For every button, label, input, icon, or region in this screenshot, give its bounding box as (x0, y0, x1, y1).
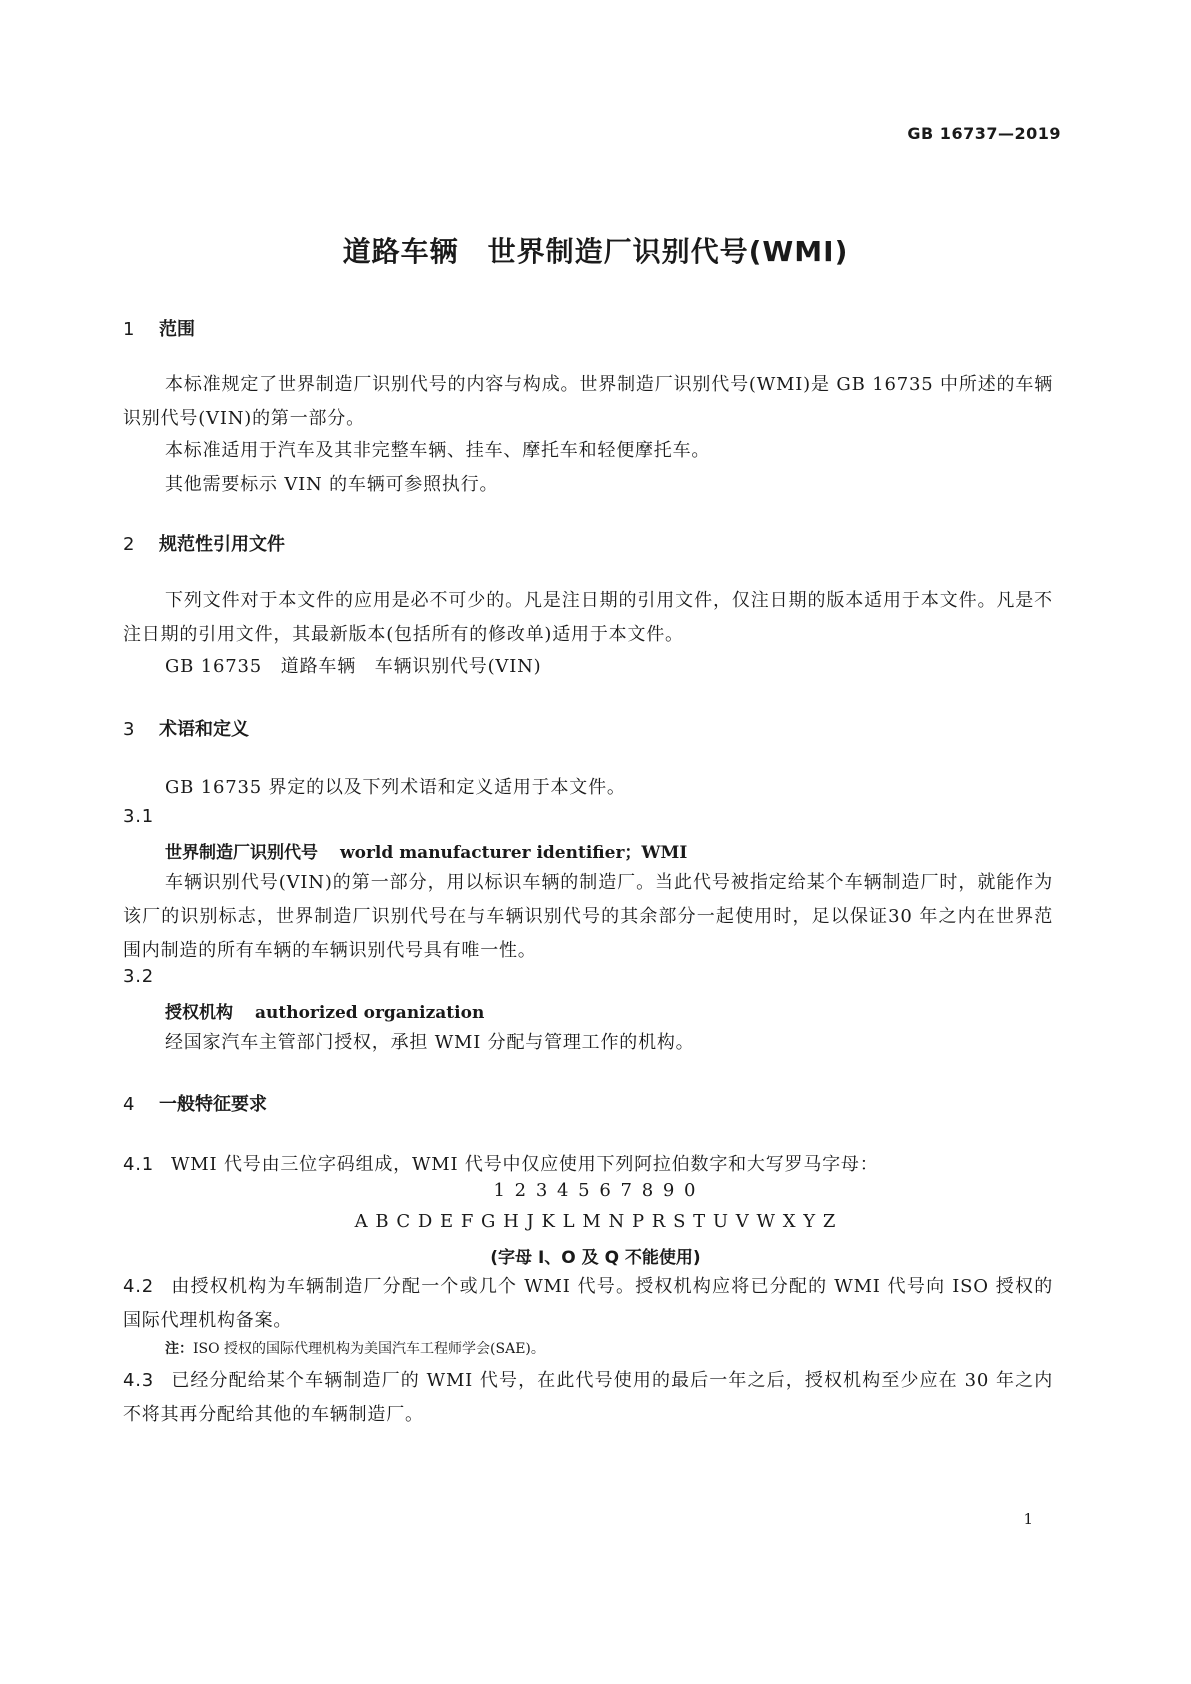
excluded-letters-note: (字母 I、O 及 Q 不能使用) (490, 1248, 701, 1268)
section-number: 4 (123, 1094, 135, 1115)
term-english: world manufacturer identifier；WMI (340, 843, 688, 863)
clause-4-3 (123, 1364, 1053, 1432)
clause-4-2 (123, 1270, 1053, 1338)
section-1-paragraph-2: 本标准适用于汽车及其非完整车辆、挂车、摩托车和轻便摩托车。 (165, 440, 711, 461)
term-3-1 (165, 838, 687, 863)
term-chinese: 世界制造厂识别代号 (165, 843, 318, 863)
term-3-1-number: 3.1 (123, 806, 155, 827)
section-4-heading (123, 1090, 267, 1116)
term-english: authorized organization (255, 1003, 485, 1023)
allowed-digits: 1 2 3 4 5 6 7 8 9 0 (493, 1180, 698, 1201)
clause-text: 由授权机构为车辆制造厂分配一个或几个 WMI 代号。授权机构应将已分配的 WMI 代号向 ISO 授权的国际代理机构备案。 (123, 1276, 1053, 1331)
note (165, 1338, 545, 1358)
section-1-heading (123, 315, 195, 341)
term-3-1-definition: 车辆识别代号(VIN)的第一部分，用以标识车辆的制造厂。当此代号被指定给某个车辆制造厂时，就能作为该厂的识别标志，世界制造厂识别代号在与车辆识别代号的其余部分一起使用时，足以保证30 年之内在世界范围内制造的所有车辆的车辆识别代号具有唯一性。 (123, 872, 1053, 961)
clause-text: WMI 代号由三位字码组成，WMI 代号中仅应使用下列阿拉伯数字和大写罗马字母： (171, 1154, 879, 1175)
allowed-letters: A B C D E F G H J K L M N P R S T U V W X Y Z (354, 1211, 837, 1232)
standard-number: GB 16737—2019 (907, 124, 1061, 143)
section-title: 范围 (159, 319, 195, 340)
section-number: 1 (123, 319, 135, 340)
section-number: 2 (123, 534, 135, 555)
clause-number: 4.3 (123, 1370, 155, 1391)
term-3-2 (165, 998, 484, 1023)
section-title: 术语和定义 (159, 719, 249, 740)
normative-reference: GB 16735 道路车辆 车辆识别代号(VIN) (165, 656, 542, 677)
section-1-paragraph-3: 其他需要标示 VIN 的车辆可参照执行。 (165, 474, 499, 495)
section-2-heading (123, 530, 285, 556)
term-3-2-definition: 经国家汽车主管部门授权，承担 WMI 分配与管理工作的机构。 (165, 1032, 695, 1053)
section-number: 3 (123, 719, 135, 740)
page-title: 道路车辆 世界制造厂识别代号(WMI) (342, 235, 849, 268)
clause-text: 已经分配给某个车辆制造厂的 WMI 代号，在此代号使用的最后一年之后，授权机构至少应在 30 年之内不将其再分配给其他的车辆制造厂。 (123, 1370, 1053, 1425)
section-2-paragraph-1: 下列文件对于本文件的应用是必不可少的。凡是注日期的引用文件，仅注日期的版本适用于本文件。凡是不注日期的引用文件，其最新版本(包括所有的修改单)适用于本文件。 (123, 590, 1053, 645)
section-3-heading (123, 715, 249, 741)
term-chinese: 授权机构 (165, 1003, 233, 1023)
page-number: 1 (1023, 1510, 1033, 1528)
clause-4-1 (123, 1150, 879, 1176)
section-3-paragraph-1: GB 16735 界定的以及下列术语和定义适用于本文件。 (165, 777, 626, 798)
clause-number: 4.2 (123, 1276, 155, 1297)
note-label: 注： (165, 1341, 193, 1357)
section-1-paragraph-1: 本标准规定了世界制造厂识别代号的内容与构成。世界制造厂识别代号(WMI)是 GB 16735 中所述的车辆识别代号(VIN)的第一部分。 (123, 374, 1053, 429)
section-title: 规范性引用文件 (159, 534, 285, 555)
section-title: 一般特征要求 (159, 1094, 267, 1115)
clause-number: 4.1 (123, 1154, 155, 1175)
note-text: ISO 授权的国际代理机构为美国汽车工程师学会(SAE)。 (193, 1341, 545, 1357)
term-3-2-number: 3.2 (123, 966, 155, 987)
